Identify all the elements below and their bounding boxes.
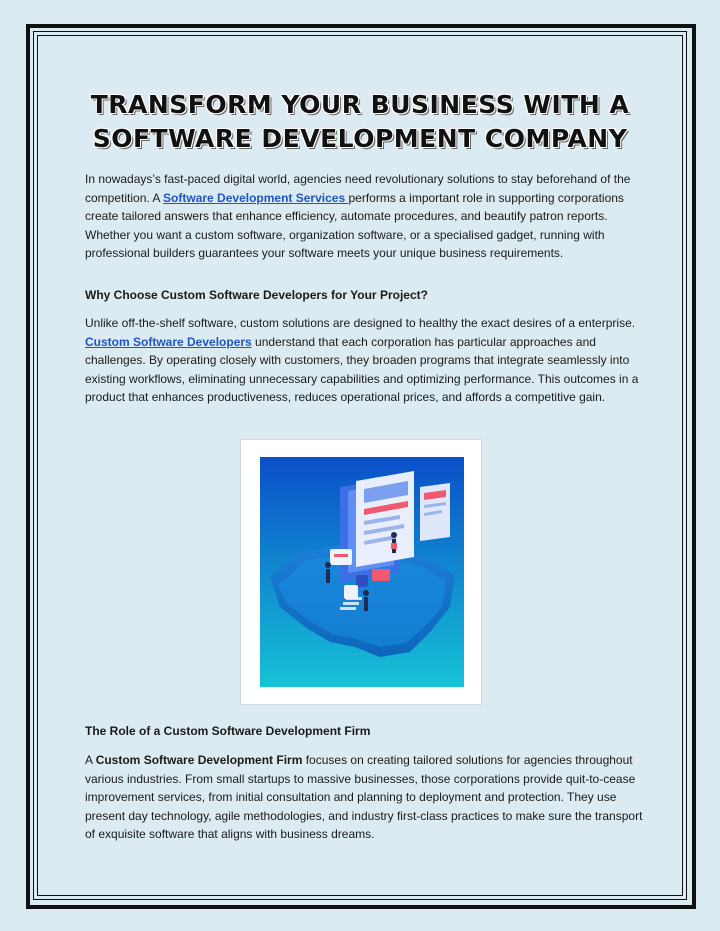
intro-text-1: In nowadays’s fast-paced digital world, agencies need revolutionary solutions to stay beforehand of the competition. A <box>85 172 631 205</box>
software-development-illustration <box>260 457 464 687</box>
section1-paragraph <box>85 314 645 407</box>
document-title <box>60 88 660 156</box>
section2-paragraph <box>85 751 645 844</box>
section2-heading: The Role of a Custom Software Development Firm <box>85 724 371 738</box>
intro-text-2: performs a important role in supporting corporations create tailored answers that enhance efficiency, automate procedures, and beautify patron reports. Whether you want a custom software, organization software, or a specialised gadget, running with professional builders guarantees your software meets your unique business requirements. <box>85 190 624 260</box>
title-line-1: TRANSFORM YOUR BUSINESS WITH A <box>90 90 630 119</box>
intro-paragraph <box>85 170 645 263</box>
section2-bold-term: Custom Software Development Firm <box>95 753 303 767</box>
illustration-frame <box>241 440 481 704</box>
software-development-services-link[interactable]: Software Development Services <box>163 190 349 205</box>
section2-prefix: A <box>85 753 96 767</box>
section1-heading: Why Choose Custom Software Developers for Your Project? <box>85 288 428 302</box>
section2-text: focuses on creating tailored solutions for agencies throughout various industries. From small startups to massive businesses, those corporations provide quit-to-cease improvement services, from initial consultation and planning to deployment and protection. They use present day technology, agile methodologies, and industry first-class practices to make sure the transport of exquisite software that aligns with business dreams. <box>85 753 643 841</box>
section1-text-1: Unlike off-the-shelf software, custom solutions are designed to healthy the exact desires of a enterprise. <box>85 316 636 330</box>
section1-text-2: understand that each corporation has particular approaches and challenges. By operating closely with customers, they broaden programs that integrate seamlessly into existing workflows, eliminating unnecessary capabilities and optimizing performance. This outcomes in a product that enhances productiveness, reduces operational prices, and affords a competitive gain. <box>85 334 639 404</box>
title-line-2: SOFTWARE DEVELOPMENT COMPANY <box>92 124 628 153</box>
custom-software-developers-link[interactable]: Custom Software Developers <box>85 334 252 349</box>
